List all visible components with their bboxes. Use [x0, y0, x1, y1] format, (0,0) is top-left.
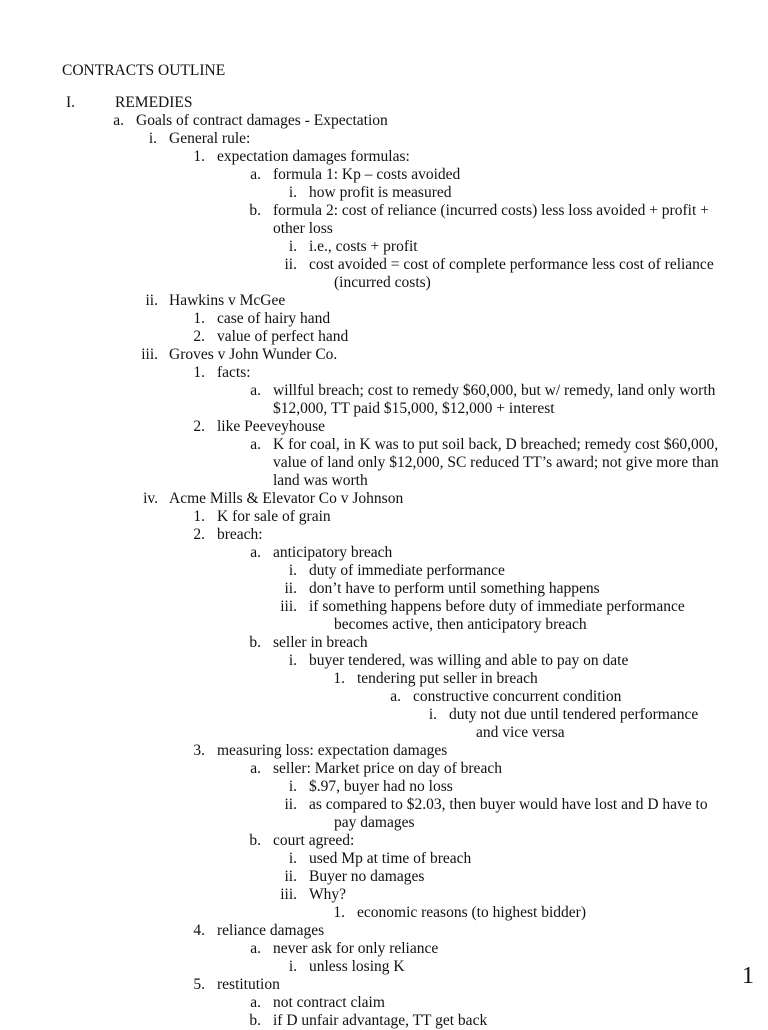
- outline-text: formula 1: Kp – costs avoided: [273, 166, 461, 183]
- outline-marker: iii.: [280, 886, 297, 903]
- outline-text: willful breach; cost to remedy $60,000, but w/ remedy, land only worth: [273, 382, 716, 399]
- outline-marker: a.: [250, 436, 261, 453]
- outline-text: anticipatory breach: [273, 544, 393, 561]
- outline-text: becomes active, then anticipatory breach: [334, 616, 587, 633]
- outline-text: Goals of contract damages - Expectation: [136, 112, 388, 129]
- outline-text: if something happens before duty of immediate performance: [309, 598, 685, 615]
- outline-marker: 5.: [193, 976, 205, 993]
- outline-marker: b.: [249, 832, 261, 849]
- outline-marker: i.: [428, 706, 437, 723]
- outline-marker: i.: [288, 778, 297, 795]
- outline-text: how profit is measured: [309, 184, 452, 201]
- outline-text: Buyer no damages: [309, 868, 425, 885]
- outline-marker: a.: [113, 112, 124, 129]
- outline-text: seller: Market price on day of breach: [273, 760, 502, 777]
- outline-text: Acme Mills & Elevator Co v Johnson: [169, 490, 404, 507]
- outline-marker: 1.: [333, 904, 345, 921]
- outline-marker: i.: [288, 184, 297, 201]
- outline-text: as compared to $2.03, then buyer would have lost and D have to: [309, 796, 708, 813]
- page-number: 1: [742, 963, 754, 989]
- outline-text: pay damages: [334, 814, 415, 831]
- outline-text: if D unfair advantage, TT get back: [273, 1012, 488, 1029]
- outline-marker: a.: [250, 382, 261, 399]
- outline-text: court agreed:: [273, 832, 355, 849]
- outline-marker: iii.: [280, 598, 297, 615]
- outline-marker: 1.: [333, 670, 345, 687]
- outline-marker: i.: [288, 238, 297, 255]
- outline-text: not contract claim: [273, 994, 385, 1011]
- outline-marker: ii.: [284, 868, 297, 885]
- outline-text: restitution: [217, 976, 280, 993]
- outline-text: reliance damages: [217, 922, 325, 939]
- outline-text: value of perfect hand: [217, 328, 349, 345]
- outline-marker: i.: [288, 850, 297, 867]
- outline-text: buyer tendered, was willing and able to pay on date: [309, 652, 629, 669]
- outline-marker: a.: [250, 994, 261, 1011]
- outline-text: REMEDIES: [115, 94, 193, 111]
- outline-marker: i.: [288, 652, 297, 669]
- outline-text: i.e., costs + profit: [309, 238, 418, 255]
- outline-marker: a.: [250, 544, 261, 561]
- outline-marker: a.: [390, 688, 401, 705]
- outline-text: expectation damages formulas:: [217, 148, 410, 165]
- outline-text: breach:: [217, 526, 263, 543]
- outline-marker: 2.: [193, 526, 205, 543]
- outline-text: duty of immediate performance: [309, 562, 505, 579]
- outline-text: Why?: [309, 886, 347, 903]
- outline-text: seller in breach: [273, 634, 368, 651]
- outline-marker: a.: [250, 166, 261, 183]
- outline-marker: 4.: [193, 922, 205, 939]
- outline-text: measuring loss: expectation damages: [217, 742, 448, 759]
- outline-marker: a.: [250, 940, 261, 957]
- outline-text: $12,000, TT paid $15,000, $12,000 + interest: [273, 400, 555, 417]
- outline-text: tendering put seller in breach: [357, 670, 538, 687]
- outline-marker: 2.: [193, 418, 205, 435]
- outline-text: economic reasons (to highest bidder): [357, 904, 586, 921]
- outline-marker: 2.: [193, 328, 205, 345]
- outline-text: General rule:: [169, 130, 251, 147]
- outline-marker: ii.: [145, 292, 158, 309]
- outline-text: Hawkins v McGee: [169, 292, 286, 309]
- outline-marker: i.: [288, 562, 297, 579]
- outline-marker: i.: [148, 130, 157, 147]
- outline-text: (incurred costs): [334, 274, 431, 291]
- document-title: CONTRACTS OUTLINE: [62, 62, 226, 79]
- outline-marker: iii.: [141, 346, 158, 363]
- outline-text: value of land only $12,000, SC reduced TT’s award; not give more than: [273, 454, 719, 471]
- outline-text: land was worth: [273, 472, 368, 489]
- outline-text: K for sale of grain: [217, 508, 331, 525]
- outline-text: constructive concurrent condition: [413, 688, 622, 705]
- outline-text: cost avoided = cost of complete performance less cost of reliance: [309, 256, 714, 273]
- outline-text: duty not due until tendered performance: [449, 706, 699, 723]
- outline-text: used Mp at time of breach: [309, 850, 472, 867]
- outline-marker: i.: [288, 958, 297, 975]
- outline-text: facts:: [217, 364, 251, 381]
- outline-marker: 1.: [193, 310, 205, 327]
- outline-text: K for coal, in K was to put soil back, D breached; remedy cost $60,000,: [273, 436, 719, 453]
- outline-marker: b.: [249, 202, 261, 219]
- outline-marker: 3.: [193, 742, 205, 759]
- outline-text: and vice versa: [476, 724, 565, 741]
- outline-marker: I.: [65, 94, 75, 111]
- outline-marker: b.: [249, 1012, 261, 1029]
- outline-marker: 1.: [193, 148, 205, 165]
- outline-marker: iv.: [143, 490, 158, 507]
- outline-text: other loss: [273, 220, 333, 237]
- outline-text: unless losing K: [309, 958, 405, 975]
- outline-marker: a.: [250, 760, 261, 777]
- outline-text: Groves v John Wunder Co.: [169, 346, 338, 363]
- outline-marker: ii.: [284, 796, 297, 813]
- outline-marker: ii.: [284, 256, 297, 273]
- outline-text: formula 2: cost of reliance (incurred costs) less loss avoided + profit +: [273, 202, 709, 219]
- outline-marker: ii.: [284, 580, 297, 597]
- outline-text: never ask for only reliance: [273, 940, 439, 957]
- outline-marker: 1.: [193, 364, 205, 381]
- outline-text: like Peeveyhouse: [217, 418, 326, 435]
- outline-text: don’t have to perform until something happens: [309, 580, 600, 597]
- outline-marker: b.: [249, 634, 261, 651]
- outline-text: $.97, buyer had no loss: [309, 778, 453, 795]
- outline-marker: 1.: [193, 508, 205, 525]
- outline-text: case of hairy hand: [217, 310, 331, 327]
